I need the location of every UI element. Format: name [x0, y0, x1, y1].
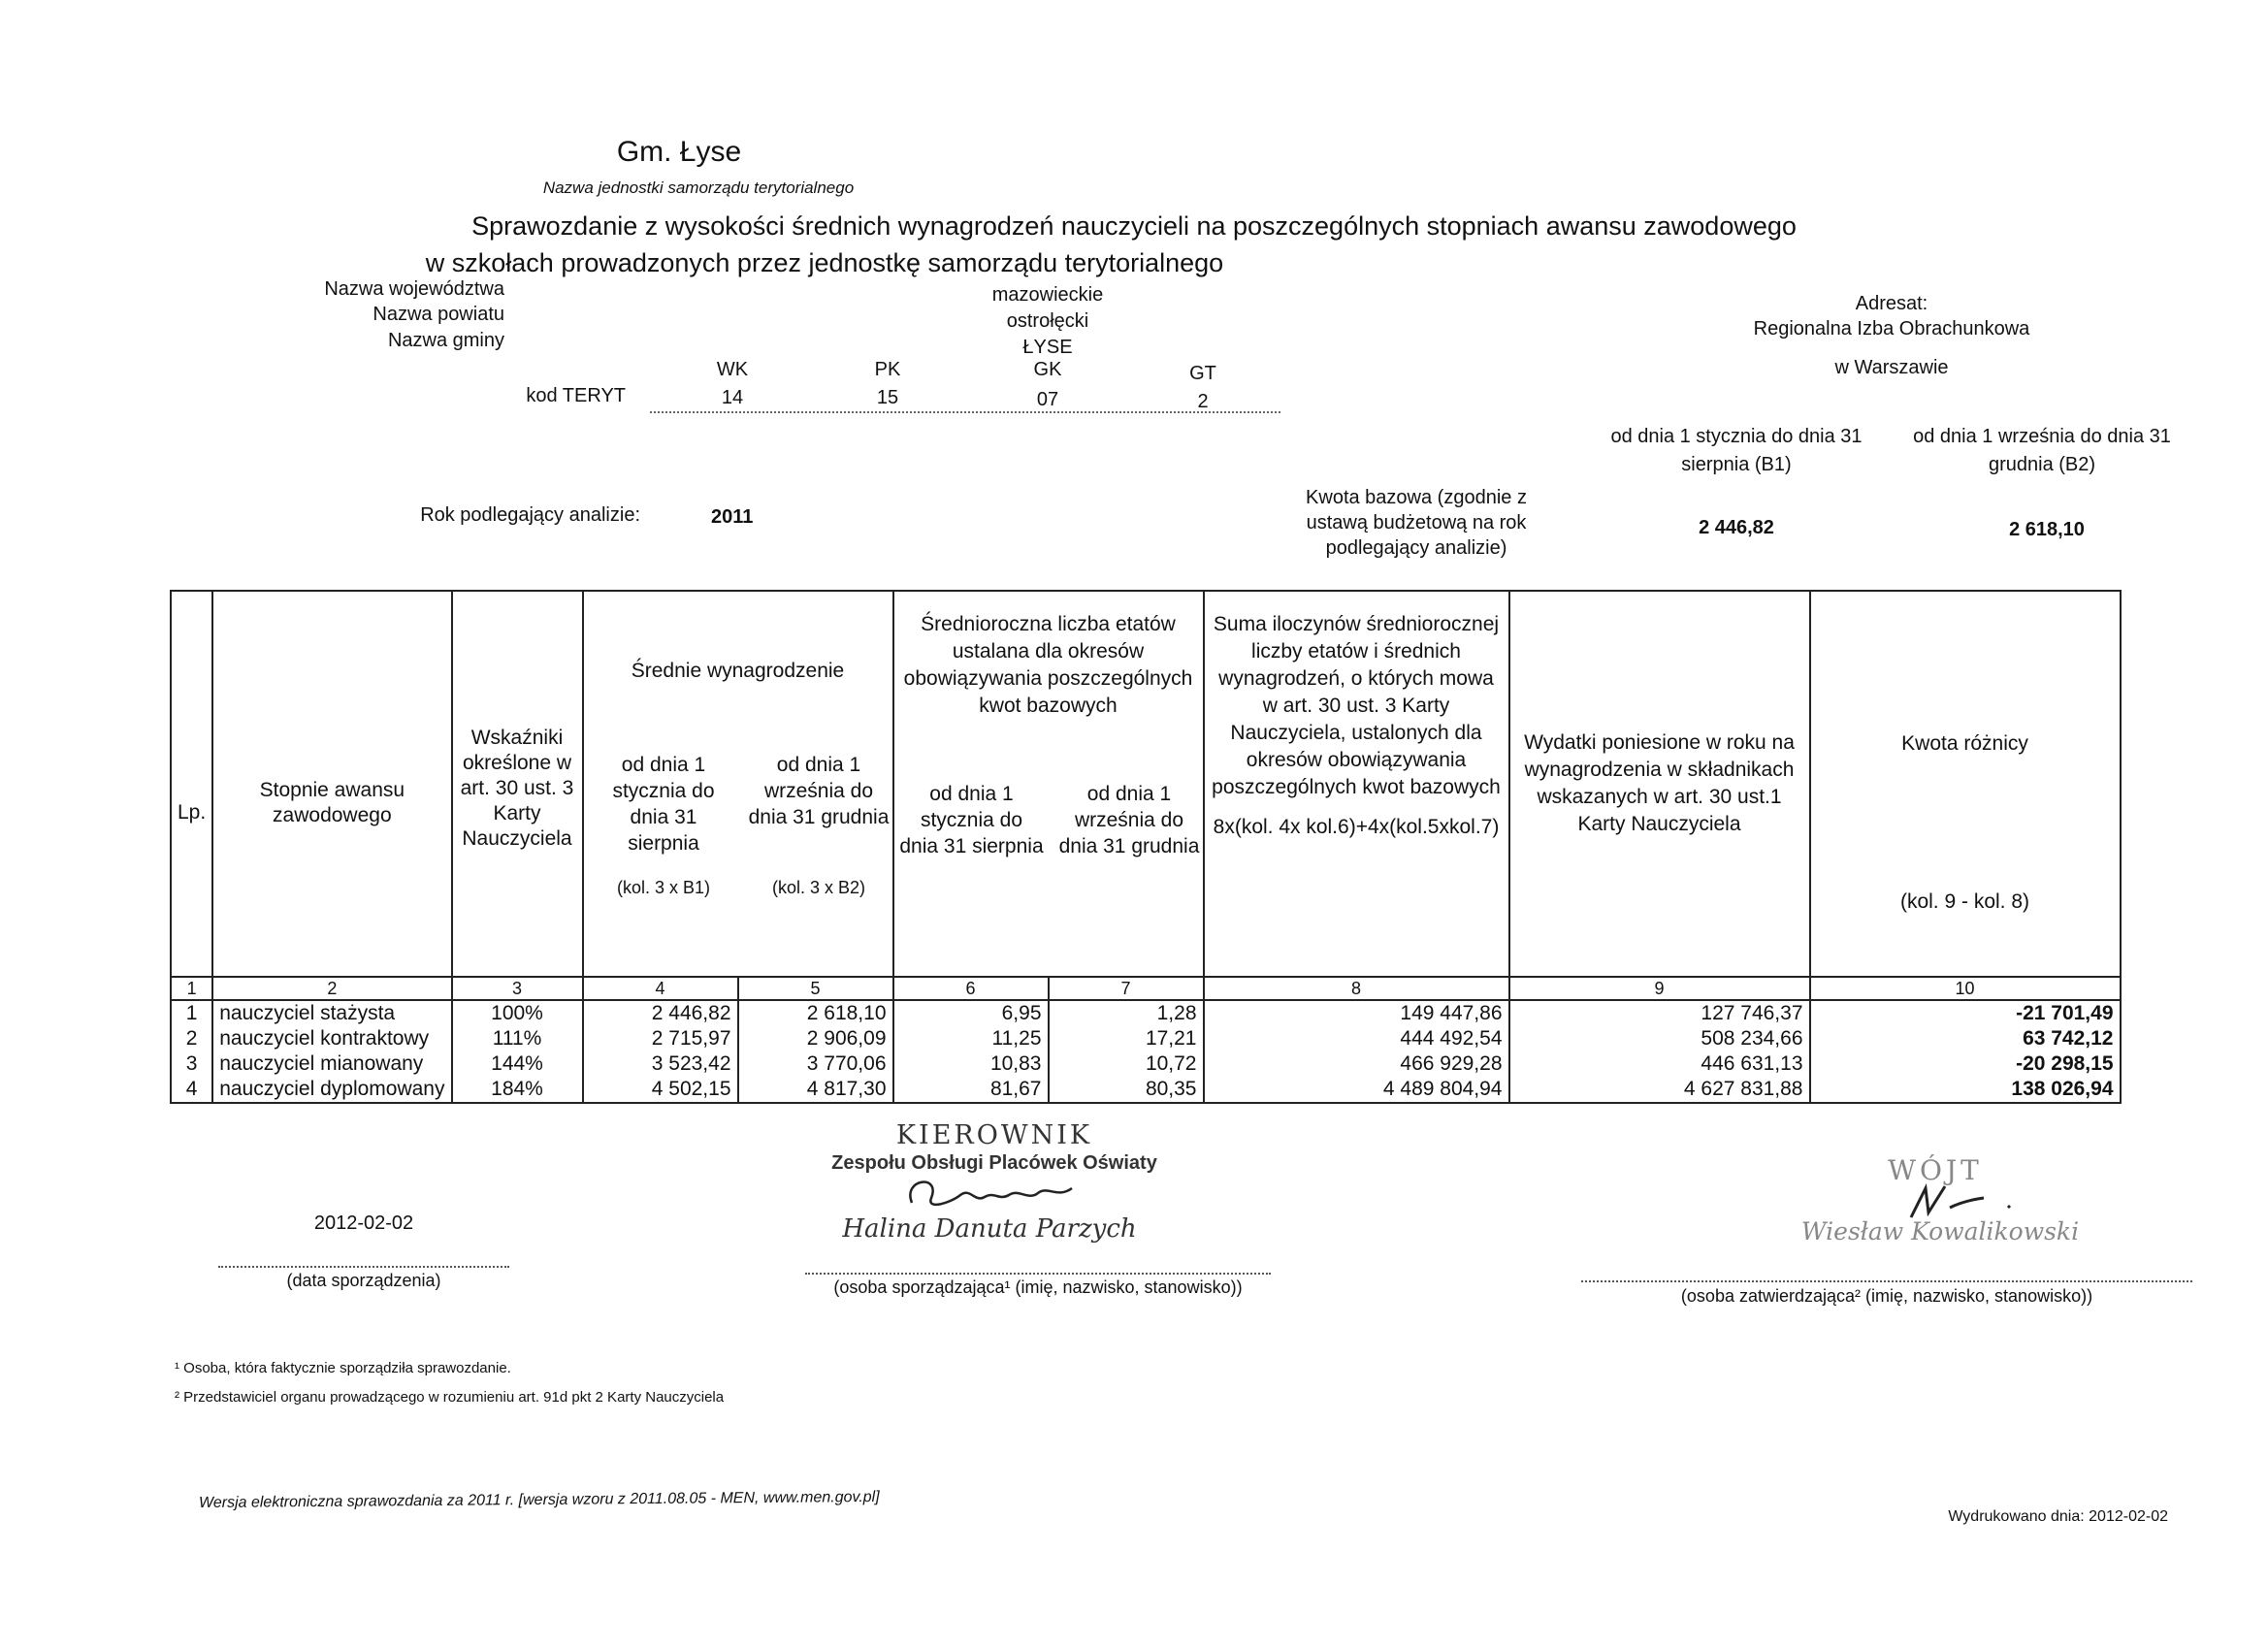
row-diff: 63 742,12	[1810, 1026, 2121, 1051]
row-expenses: 4 627 831,88	[1509, 1077, 1810, 1103]
row-lp: 1	[171, 1000, 212, 1026]
table-row	[171, 1000, 2121, 1026]
row-lp: 4	[171, 1077, 212, 1103]
date-line	[218, 1266, 509, 1268]
row-diff: 138 026,94	[1810, 1077, 2121, 1103]
year-value: 2011	[711, 506, 754, 528]
row-fte-b2: 10,72	[1049, 1051, 1204, 1077]
report-title-line1: Sprawozdanie z wysokości średnich wynagrodzeń nauczycieli na poszczególnych stopniach awansu zawodowego	[471, 211, 1797, 241]
header-avg-b2: od dnia 1 września do dnia 31 grudnia	[748, 754, 890, 828]
row-indicator: 144%	[452, 1051, 583, 1077]
row-sum: 466 929,28	[1204, 1051, 1509, 1077]
table-row	[171, 1077, 2121, 1103]
col-number: 10	[1810, 977, 2121, 1000]
header-avg-salary-group	[583, 591, 893, 977]
footnote-2: ² Przedstawiciel organu prowadzącego w rozumieniu art. 91d pkt 2 Karty Nauczyciela	[175, 1389, 725, 1406]
preparer-stamp-org: Zespołu Obsługi Placówek Oświaty	[831, 1152, 1157, 1174]
header-fte: Średnioroczna liczba etatów ustalana dla okresów obowiązywania poszczególnych kwot bazowych	[903, 613, 1193, 717]
teryt-value-wk: 14	[721, 387, 744, 408]
row-expenses: 508 234,66	[1509, 1026, 1810, 1051]
row-avg-b1: 3 523,42	[583, 1051, 738, 1077]
row-sum: 4 489 804,94	[1204, 1077, 1509, 1103]
row-avg-b1: 2 446,82	[583, 1000, 738, 1026]
county-label: Nazwa powiatu	[373, 304, 504, 325]
row-expenses: 127 746,37	[1509, 1000, 1810, 1026]
row-indicator: 100%	[452, 1000, 583, 1026]
approver-line	[1581, 1280, 2192, 1282]
header-diff-formula: (kol. 9 - kol. 8)	[1899, 890, 2030, 913]
voivodeship-value: mazowieckie	[991, 284, 1104, 306]
header-diff: Kwota różnicy	[1901, 732, 2028, 755]
row-expenses: 446 631,13	[1509, 1051, 1810, 1077]
approver-caption: (osoba zatwierdzająca² (imię, nazwisko, stanowisko))	[1680, 1286, 2093, 1306]
row-fte-b1: 10,83	[893, 1051, 1049, 1077]
header-fte-b1: od dnia 1 stycznia do dnia 31 sierpnia	[899, 783, 1044, 857]
voivodeship-label: Nazwa województwa	[324, 278, 504, 300]
teryt-value-gt: 2	[1197, 391, 1209, 412]
row-avg-b2: 2 906,09	[738, 1026, 893, 1051]
header-expenses: Wydatki poniesione w roku na wynagrodzenia w składnikach wskazanych w art. 30 ust.1 Karty Nauczyciela	[1509, 591, 1810, 977]
col-number: 7	[1049, 977, 1204, 1000]
teryt-head-gk: GK	[1033, 359, 1062, 380]
row-fte-b2: 1,28	[1049, 1000, 1204, 1026]
preparer-stamp-title: KIEROWNIK	[895, 1120, 1093, 1150]
header-avg-b1-formula: (kol. 3 x B1)	[616, 878, 711, 897]
report-date: 2012-02-02	[313, 1212, 414, 1234]
header-degree: Stopnie awansu zawodowego	[212, 591, 451, 977]
preparer-name: Halina Danuta Parzych	[842, 1214, 1137, 1244]
addressee-city: w Warszawie	[1834, 357, 1949, 378]
col-number: 9	[1509, 977, 1810, 1000]
row-diff: -21 701,49	[1810, 1000, 2121, 1026]
teryt-value-pk: 15	[876, 387, 899, 408]
table-row	[171, 1026, 2121, 1051]
row-lp: 3	[171, 1051, 212, 1077]
row-degree: nauczyciel stażysta	[212, 1000, 451, 1026]
row-sum: 444 492,54	[1204, 1026, 1509, 1051]
row-degree: nauczyciel kontraktowy	[212, 1026, 451, 1051]
county-value: ostrołęcki	[1006, 310, 1089, 332]
header-diff-group	[1810, 591, 2121, 977]
base-amount-label: Kwota bazowa (zgodnie z ustawą budżetową na rok podlegający analizie)	[1306, 487, 1527, 559]
header-sum	[1204, 591, 1509, 977]
period-b1-label: od dnia 1 stycznia do dnia 31 sierpnia (B1)	[1610, 426, 1863, 475]
row-fte-b1: 6,95	[893, 1000, 1049, 1026]
header-fte-b2: od dnia 1 września do dnia 31 grudnia	[1058, 783, 1200, 857]
row-degree: nauczyciel mianowany	[212, 1051, 451, 1077]
header-avg-b2-formula: (kol. 3 x B2)	[771, 878, 866, 897]
preparer-caption: (osoba sporządzająca¹ (imię, nazwisko, stanowisko))	[833, 1277, 1243, 1297]
table-row	[171, 1051, 2121, 1077]
teryt-head-gt: GT	[1189, 363, 1216, 384]
approver-stamp-title: WÓJT	[1888, 1154, 1983, 1186]
teryt-head-pk: PK	[874, 359, 901, 380]
row-fte-b2: 80,35	[1049, 1077, 1204, 1103]
addressee-name: Regionalna Izba Obrachunkowa	[1753, 318, 2030, 340]
header-indicators: Wskaźniki określone w art. 30 ust. 3 Karty Nauczyciela	[452, 591, 583, 977]
row-fte-b2: 17,21	[1049, 1026, 1204, 1051]
row-fte-b1: 81,67	[893, 1077, 1049, 1103]
col-number: 4	[583, 977, 738, 1000]
header-lp: Lp.	[171, 591, 212, 977]
teryt-value-gk: 07	[1036, 389, 1059, 410]
row-avg-b2: 2 618,10	[738, 1000, 893, 1026]
unit-name: Gm. Łyse	[616, 136, 742, 168]
row-sum: 149 447,86	[1204, 1000, 1509, 1026]
print-date: Wydrukowano dnia: 2012-02-02	[1948, 1508, 2168, 1525]
commune-label: Nazwa gminy	[387, 330, 504, 351]
col-number: 8	[1204, 977, 1509, 1000]
header-avg-b1: od dnia 1 stycznia do dnia 31 sierpnia	[612, 754, 715, 855]
year-label: Rok podlegający analizie:	[420, 504, 640, 526]
unit-caption: Nazwa jednostki samorządu terytorialnego	[542, 178, 855, 197]
col-number: 1	[171, 977, 212, 1000]
teryt-label: kod TERYT	[526, 385, 626, 406]
header-sum-text: Suma iloczynów średniorocznej liczby etatów i średnich wynagrodzeń, o których mowa w art. 30 ust. 3 Karty Nauczyciela, ustalonych dla okresów obowiązywania poszczególnych kwot bazowych	[1212, 613, 1501, 798]
col-number: 2	[212, 977, 451, 1000]
teryt-head-wk: WK	[716, 359, 749, 380]
row-avg-b2: 3 770,06	[738, 1051, 893, 1077]
row-degree: nauczyciel dyplomowany	[212, 1077, 451, 1103]
col-number: 5	[738, 977, 893, 1000]
header-sum-formula: 8x(kol. 4x kol.6)+4x(kol.5xkol.7)	[1213, 816, 1500, 838]
row-fte-b1: 11,25	[893, 1026, 1049, 1051]
row-diff: -20 298,15	[1810, 1051, 2121, 1077]
row-avg-b1: 4 502,15	[583, 1077, 738, 1103]
row-avg-b2: 4 817,30	[738, 1077, 893, 1103]
salary-table	[170, 590, 2122, 1104]
period-b2-label: od dnia 1 września do dnia 31 grudnia (B2)	[1913, 426, 2171, 475]
col-number: 3	[452, 977, 583, 1000]
row-indicator: 111%	[452, 1026, 583, 1051]
addressee-label: Adresat:	[1855, 293, 1928, 314]
row-avg-b1: 2 715,97	[583, 1026, 738, 1051]
header-fte-group	[893, 591, 1204, 977]
footnote-1: ¹ Osoba, która faktycznie sporządziła sprawozdanie.	[175, 1360, 511, 1376]
header-avg-salary: Średnie wynagrodzenie	[631, 660, 845, 682]
commune-value: ŁYSE	[1022, 337, 1073, 358]
preparer-line	[805, 1273, 1271, 1275]
col-number: 6	[893, 977, 1049, 1000]
date-caption: (data sporządzenia)	[286, 1271, 441, 1290]
row-indicator: 184%	[452, 1077, 583, 1103]
report-title-line2: w szkołach prowadzonych przez jednostkę samorządu terytorialnego	[425, 248, 1224, 277]
approver-name: Wiesław Kowalikowski	[1800, 1217, 2080, 1245]
row-lp: 2	[171, 1026, 212, 1051]
base-b2-value: 2 618,10	[2009, 519, 2085, 540]
base-b1-value: 2 446,82	[1699, 517, 1774, 538]
version-note: Wersja elektroniczna sprawozdania za 2011 r. [wersja wzoru z 2011.08.05 - MEN, www.men.gov.pl]	[198, 1488, 880, 1512]
